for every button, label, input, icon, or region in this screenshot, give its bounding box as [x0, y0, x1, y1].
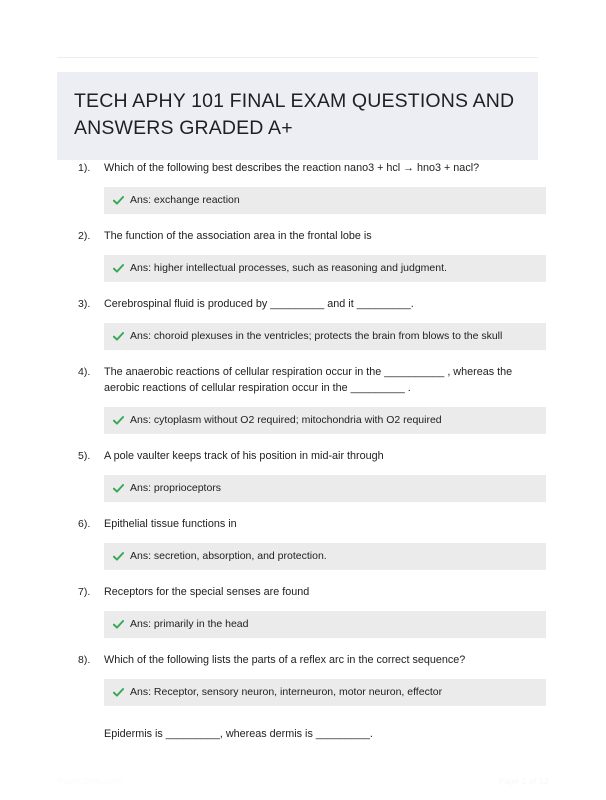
check-icon [113, 687, 124, 698]
answer-box [104, 543, 546, 570]
question-number: 4). [78, 366, 91, 378]
question-text: Epithelial tissue functions in [104, 518, 237, 530]
question-text: Cerebrospinal fluid is produced by _________ and it _________. [104, 298, 414, 310]
answer-row [113, 617, 537, 631]
question-number: 2). [78, 230, 91, 242]
document-title-banner [57, 72, 538, 160]
question-number: 8). [78, 654, 91, 666]
answer-text: Ans: primarily in the head [130, 618, 249, 630]
question-number: 3). [78, 298, 91, 310]
question-text: A pole vaulter keeps track of his position in mid-air through [104, 450, 384, 462]
answer-box [104, 475, 546, 502]
question-number: 1). [78, 162, 91, 174]
answer-box [104, 255, 546, 282]
question-text: Receptors for the special senses are found [104, 586, 310, 598]
check-icon [113, 415, 124, 426]
answer-box [104, 407, 546, 434]
question-text: The anaerobic reactions of cellular respiration occur in the __________ , whereas the aerobic reactions of cellular respiration occur in the _________ . [104, 366, 513, 394]
answer-box [104, 323, 546, 350]
question-item [0, 228, 606, 282]
question-list [0, 160, 606, 742]
question-number: 5). [78, 450, 91, 462]
answer-text: Ans: higher intellectual processes, such as reasoning and judgment. [130, 262, 447, 274]
question-item [0, 296, 606, 350]
question-item [0, 160, 606, 214]
footer-page-number: Page 1 of 12 [498, 776, 549, 786]
check-icon [113, 331, 124, 342]
header-divider [57, 57, 538, 58]
check-icon [113, 483, 124, 494]
check-icon [113, 263, 124, 274]
footer-watermark: PaperStilic.com [57, 776, 123, 786]
page-title: TECH APHY 101 FINAL EXAM QUESTIONS AND ANSWERS GRADED A+ [74, 90, 515, 139]
answer-box [104, 679, 546, 706]
question-number: 7). [78, 586, 91, 598]
page-footer [0, 776, 606, 786]
question-item [0, 448, 606, 502]
question-item [0, 516, 606, 570]
question-text: Which of the following best describes the reaction nano3 + hcl → hno3 + nacl? [104, 162, 480, 174]
answer-row [113, 549, 537, 563]
answer-text: Ans: choroid plexuses in the ventricles; protects the brain from blows to the skull [130, 330, 503, 342]
answer-row [113, 685, 537, 699]
question-text: Which of the following lists the parts of a reflex arc in the correct sequence? [104, 654, 466, 666]
question-item [0, 652, 606, 706]
answer-text: Ans: proprioceptors [130, 482, 222, 494]
answer-row [113, 329, 537, 343]
check-icon [113, 195, 124, 206]
check-icon [113, 619, 124, 630]
answer-text: Ans: secretion, absorption, and protection. [130, 550, 327, 562]
check-icon [113, 551, 124, 562]
answer-row [113, 413, 537, 427]
answer-row [113, 481, 537, 495]
answer-box [104, 187, 546, 214]
question-item [0, 364, 606, 434]
answer-text: Ans: cytoplasm without O2 required; mitochondria with O2 required [130, 414, 442, 426]
answer-box [104, 611, 546, 638]
answer-row [113, 193, 537, 207]
answer-row [113, 261, 537, 275]
question-item [0, 584, 606, 638]
answer-text: Ans: Receptor, sensory neuron, interneuron, motor neuron, effector [130, 686, 443, 698]
question-number: 6). [78, 518, 91, 530]
trailing-question-text: Epidermis is _________, whereas dermis is _________. [104, 728, 373, 740]
question-text: The function of the association area in the frontal lobe is [104, 230, 372, 242]
answer-text: Ans: exchange reaction [130, 194, 240, 206]
